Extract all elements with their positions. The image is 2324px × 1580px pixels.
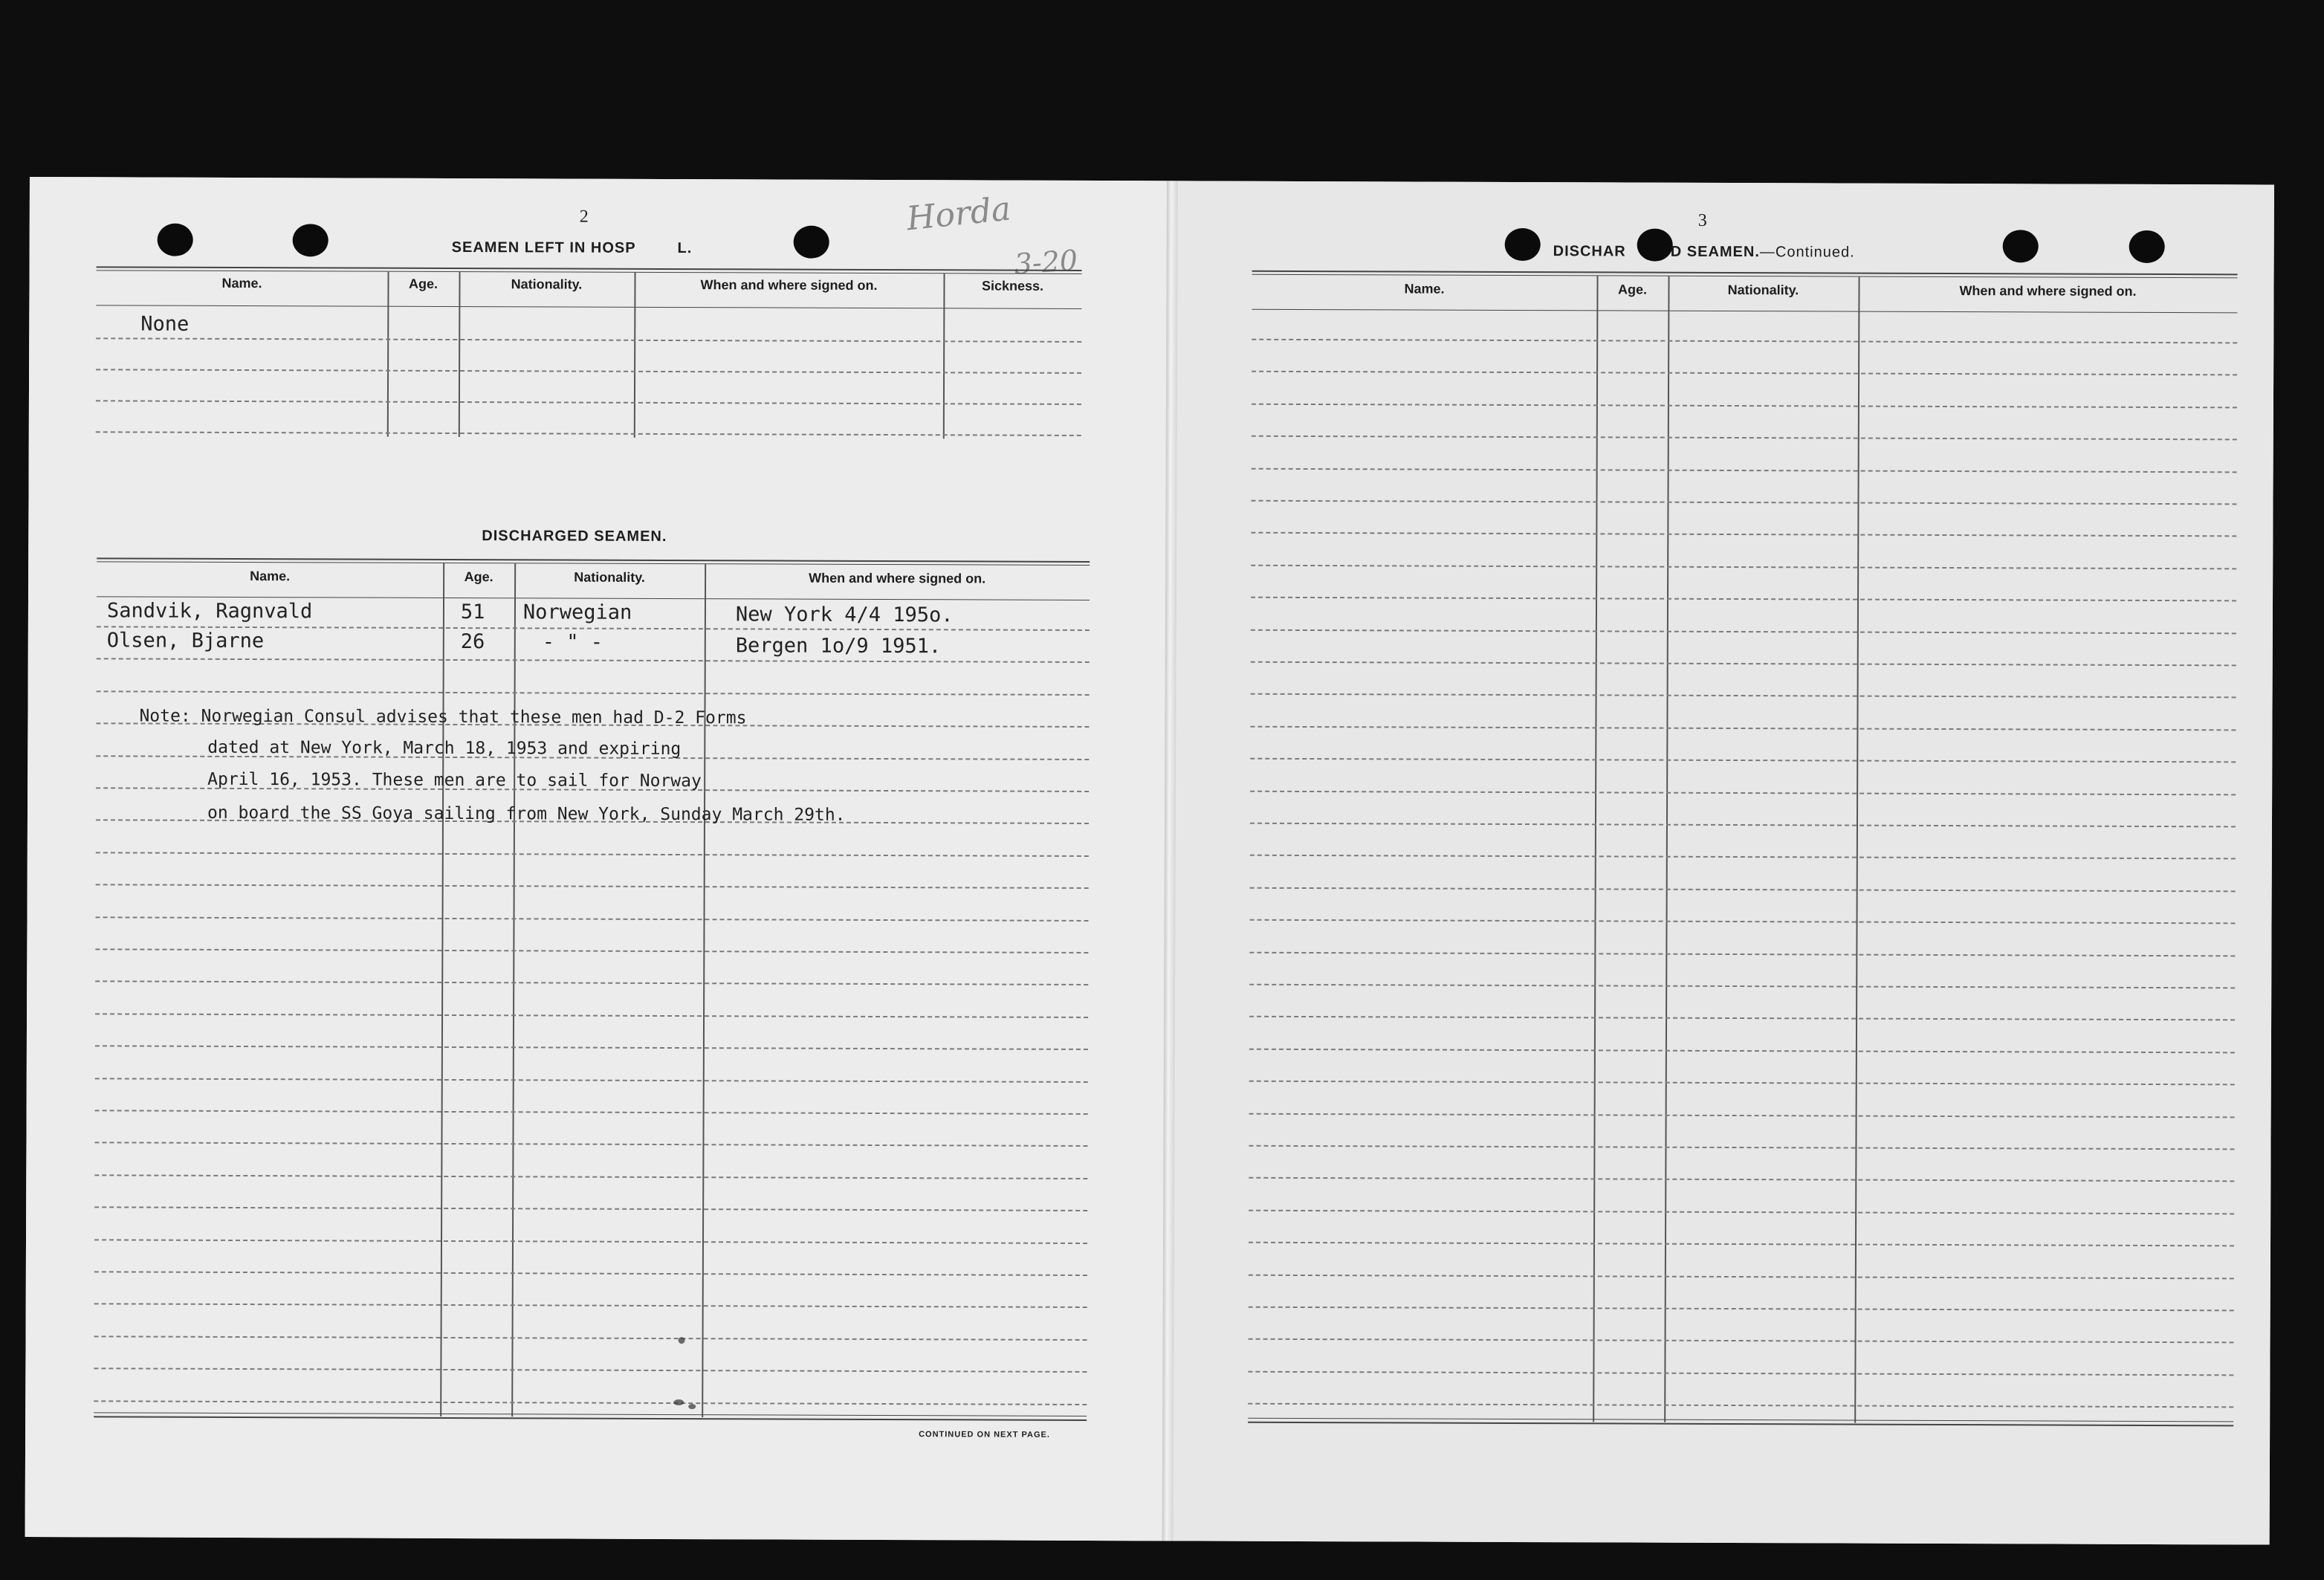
row-line [1250,919,2236,925]
row-line [94,1335,1087,1341]
handwritten-ship-name: Horda [904,190,1013,239]
row-line [96,852,1089,857]
punch-hole [794,226,829,259]
column-header-nationality: Nationality. [511,276,583,292]
page-number: 2 [579,207,589,227]
column-header-nationality: Nationality. [1727,282,1799,298]
row-line [1252,371,2237,376]
row-line [96,337,1081,343]
row-line [1250,887,2236,893]
column-header-sickness: Sickness. [981,278,1044,294]
seaman-signed-on: New York 4/4 195o. [735,603,954,627]
discharged-continued-title [1553,243,1855,261]
row-line [1249,1113,2235,1118]
seaman-age: 51 [460,600,485,624]
column-header-signed-on: When and where signed on. [700,277,878,293]
seaman-signed-on: Bergen 1o/9 1951. [735,634,942,658]
row-line [94,1271,1087,1276]
title-start: DISCHAR [1553,243,1626,260]
column-header-age: Age. [1617,282,1648,297]
row-line [1249,1338,2234,1344]
row-line [1250,790,2236,795]
column-divider [387,272,389,437]
title-end: —Continued. [1759,244,1855,261]
right-page [1174,181,2274,1544]
table-bottom-rule [94,1416,1087,1421]
row-line [94,1367,1087,1373]
column-divider [1593,276,1598,1422]
column-header-age: Age. [408,276,438,291]
row-line [1249,1081,2235,1086]
title-middle: D SEAMEN. [1670,243,1760,261]
row-line [1249,1049,2235,1054]
hospital-section-title [452,239,693,257]
row-line [95,1046,1088,1051]
row-line [1248,1371,2233,1376]
column-divider [459,272,461,437]
row-line [1250,726,2236,731]
ink-smudge [679,1337,685,1344]
header-rule [1252,309,2237,314]
row-line [1251,532,2236,537]
seaman-name: Sandvik, Ragnvald [106,599,313,624]
row-line [96,369,1081,374]
punch-hole [2003,230,2039,262]
row-line [1250,758,2236,763]
page-number: 3 [1697,210,1707,230]
row-line [95,1013,1088,1018]
discharged-continued-table [1248,271,2238,1508]
scanned-document [25,177,2274,1545]
punch-hole [2129,230,2165,263]
ink-smudge [688,1404,696,1409]
note-line: April 16, 1953. These men are to sail for Norway [207,769,702,791]
row-line [94,1174,1087,1179]
row-line [1250,855,2236,860]
left-page [25,177,1167,1541]
row-line [1251,693,2236,699]
row-line [1249,1242,2234,1247]
note-line: on board the SS Goya sailing from New York, Sunday March 29th. [207,803,846,825]
row-line [96,884,1089,890]
note-line: Note: Norwegian Consul advises that these men had D-2 Forms [139,706,747,728]
row-line [97,690,1090,696]
punch-hole [1505,228,1541,261]
table-bottom-rule [1248,1422,2233,1427]
discharged-section-title: DISCHARGED SEAMEN. [482,528,667,545]
row-line [1249,1145,2234,1150]
note-line: dated at New York, March 18, 1953 and expiring [207,737,682,760]
row-line [1252,339,2237,344]
row-line [1251,661,2236,667]
row-line [1251,500,2236,505]
row-line [1252,404,2237,409]
continued-footer: CONTINUED ON NEXT PAGE. [919,1430,1050,1440]
row-line [95,981,1088,986]
row-line [1249,1016,2235,1021]
seaman-age: 26 [460,630,485,654]
row-line [1248,1403,2233,1408]
row-line [96,431,1081,436]
column-header-signed-on: When and where signed on. [1959,283,2137,299]
column-divider [1854,277,1859,1423]
seaman-nationality: Norwegian [522,600,632,624]
seaman-nationality: - " - [542,630,603,654]
row-line [94,1239,1087,1244]
row-line [1250,823,2236,828]
hospital-title-end: L. [677,240,693,257]
row-line [94,1304,1087,1309]
row-line [96,400,1081,405]
column-header-signed-on: When and where signed on. [809,570,986,586]
column-divider [943,273,945,438]
row-line [1249,1307,2234,1312]
hospital-title-start: SEAMEN LEFT IN HOSP [451,239,636,256]
row-line [94,1207,1087,1212]
row-line [94,1142,1087,1147]
row-line [94,1400,1087,1405]
row-line [1251,597,2236,602]
row-line [1252,436,2237,441]
column-header-age: Age. [464,569,493,585]
row-line [1249,1210,2234,1215]
header-rule [96,305,1081,309]
row-line [1249,951,2235,956]
row-line [1249,984,2235,989]
row-line [1251,629,2236,634]
row-line [95,1078,1088,1083]
hospital-entry: None [140,312,190,336]
column-header-name: Name. [250,569,291,584]
row-line [1249,1177,2234,1182]
row-line [95,1110,1088,1115]
row-line [96,916,1089,922]
ink-smudge [673,1399,684,1405]
row-line [1252,467,2237,473]
handwritten-date: 3-20 [1013,243,1079,281]
row-line [95,948,1088,953]
column-divider [634,273,636,438]
punch-hole [158,224,193,256]
column-header-name: Name. [221,275,262,291]
column-divider [1664,276,1669,1422]
discharged-table [94,557,1090,1544]
row-line [1251,565,2236,570]
row-line [1249,1274,2234,1279]
column-header-name: Name. [1404,281,1445,297]
seaman-name: Olsen, Bjarne [106,629,265,653]
punch-hole [293,224,328,256]
hospital-table [96,266,1082,439]
row-line [97,658,1090,664]
column-header-nationality: Nationality. [574,569,646,585]
